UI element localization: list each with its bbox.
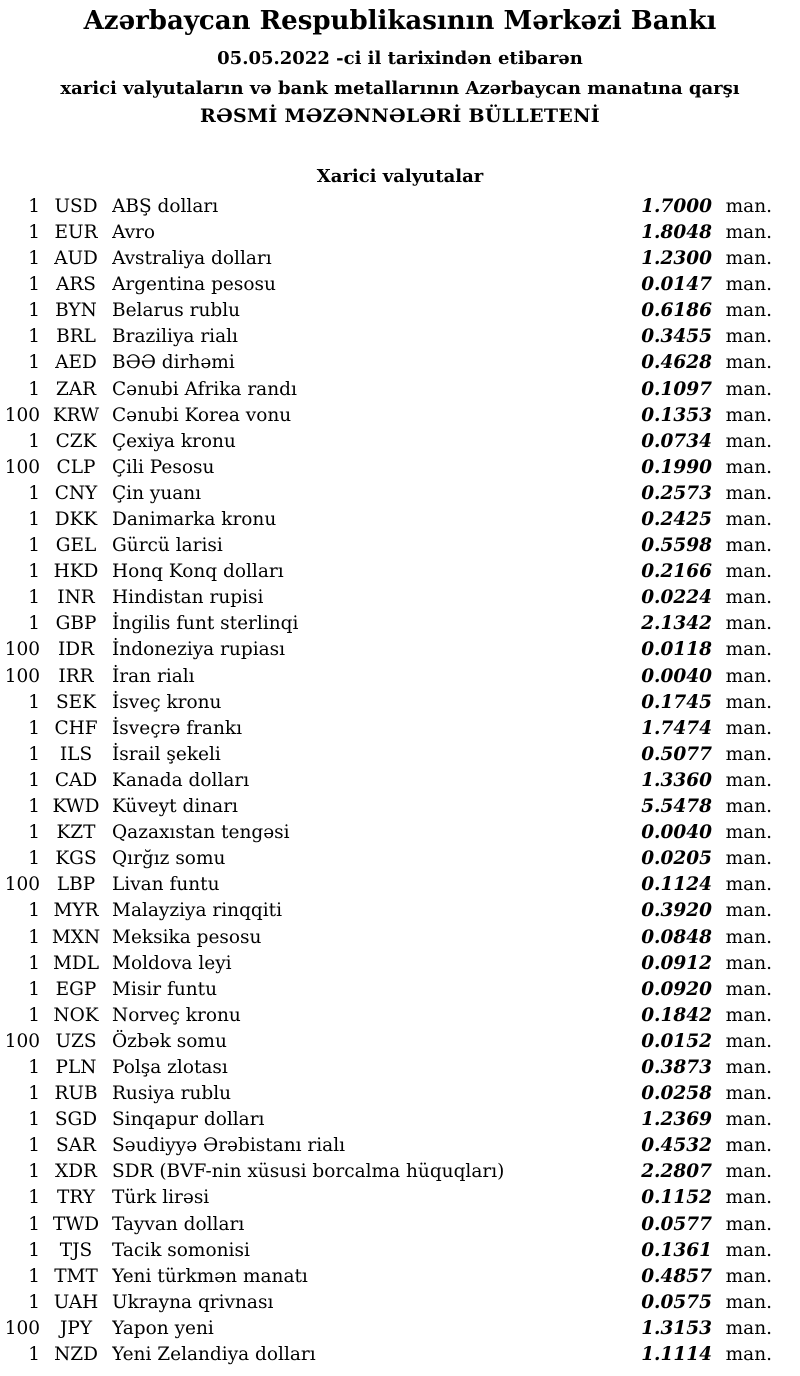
quantity-cell: 1 bbox=[28, 300, 40, 322]
rate-row bbox=[2, 246, 772, 272]
rate-row bbox=[2, 220, 772, 246]
rate-row bbox=[2, 507, 772, 533]
rate-row bbox=[2, 1264, 772, 1290]
quantity-cell: 1 bbox=[28, 1344, 40, 1366]
currency-name-cell: Gürcü larisi bbox=[112, 535, 223, 557]
currency-name-cell: Misir funtu bbox=[112, 978, 218, 1000]
rate-row bbox=[2, 533, 772, 559]
rate-value-cell: 0.0040 bbox=[641, 665, 712, 687]
currency-code-cell: ILS bbox=[59, 743, 93, 765]
rate-row bbox=[2, 768, 772, 794]
currency-code-cell: RUB bbox=[54, 1083, 98, 1105]
currency-code-cell: JPY bbox=[59, 1317, 93, 1339]
currency-name-cell: İngilis funt sterlinqi bbox=[112, 613, 299, 635]
currency-name-cell: ABŞ dolları bbox=[112, 195, 219, 217]
quantity-cell: 100 bbox=[4, 456, 40, 478]
currency-code-cell: KGS bbox=[55, 848, 97, 870]
currency-code-cell: UAH bbox=[53, 1291, 99, 1313]
document-header bbox=[0, 0, 800, 127]
document-subtitle: xarici valyutaların və bank metallarının Azərbaycan manatına qarşı bbox=[60, 77, 740, 99]
currency-name-cell: Polşa zlotası bbox=[112, 1056, 228, 1078]
unit-cell: man. bbox=[725, 248, 772, 270]
rate-value-cell: 1.8048 bbox=[641, 221, 712, 243]
currency-code-cell: GBP bbox=[55, 613, 97, 635]
currency-name-cell: Rusiya rublu bbox=[112, 1083, 232, 1105]
rate-value-cell: 5.5478 bbox=[641, 796, 712, 818]
quantity-cell: 1 bbox=[28, 1187, 40, 1209]
unit-cell: man. bbox=[725, 769, 772, 791]
quantity-cell: 1 bbox=[28, 587, 40, 609]
currency-name-cell: Kanada dolları bbox=[112, 769, 250, 791]
unit-cell: man. bbox=[725, 848, 772, 870]
rate-value-cell: 2.2807 bbox=[641, 1161, 712, 1183]
currency-code-cell: AUD bbox=[54, 248, 98, 270]
rate-row bbox=[2, 1107, 772, 1133]
unit-cell: man. bbox=[725, 1135, 772, 1157]
currency-name-cell: Cənubi Afrika randı bbox=[112, 378, 297, 400]
currency-name-cell: Yapon yeni bbox=[112, 1317, 214, 1339]
currency-name-cell: Yeni Zelandiya dolları bbox=[112, 1344, 316, 1366]
rate-value-cell: 0.5598 bbox=[641, 535, 712, 557]
rate-row bbox=[2, 455, 772, 481]
rate-value-cell: 0.2425 bbox=[641, 509, 712, 531]
rate-row bbox=[2, 925, 772, 951]
currency-code-cell: SGD bbox=[54, 1109, 98, 1131]
currency-code-cell: SEK bbox=[56, 691, 96, 713]
rates-list bbox=[0, 194, 800, 1368]
quantity-cell: 100 bbox=[4, 639, 40, 661]
currency-code-cell: GEL bbox=[55, 535, 97, 557]
currency-name-cell: Avro bbox=[112, 221, 156, 243]
quantity-cell: 1 bbox=[28, 195, 40, 217]
currency-code-cell: HKD bbox=[53, 561, 99, 583]
currency-name-cell: İsrail şekeli bbox=[112, 743, 221, 765]
unit-cell: man. bbox=[725, 691, 772, 713]
currency-name-cell: Malayziya rinqqiti bbox=[112, 900, 283, 922]
currency-code-cell: LBP bbox=[56, 874, 96, 896]
quantity-cell: 1 bbox=[28, 978, 40, 1000]
rate-value-cell: 0.1990 bbox=[641, 456, 712, 478]
rate-row bbox=[2, 1316, 772, 1342]
unit-cell: man. bbox=[725, 456, 772, 478]
rate-value-cell: 0.4532 bbox=[641, 1135, 712, 1157]
rate-value-cell: 0.0920 bbox=[641, 978, 712, 1000]
rate-row bbox=[2, 1029, 772, 1055]
currency-name-cell: Honq Konq dolları bbox=[112, 561, 284, 583]
currency-name-cell: Tayvan dolları bbox=[112, 1213, 245, 1235]
currency-code-cell: CHF bbox=[54, 717, 98, 739]
currency-name-cell: Hindistan rupisi bbox=[112, 587, 264, 609]
currency-name-cell: Braziliya rialı bbox=[112, 326, 238, 348]
rate-row bbox=[2, 324, 772, 350]
currency-code-cell: BRL bbox=[56, 326, 96, 348]
quantity-cell: 100 bbox=[4, 874, 40, 896]
quantity-cell: 1 bbox=[28, 952, 40, 974]
rate-value-cell: 0.1361 bbox=[641, 1239, 712, 1261]
rate-value-cell: 0.1124 bbox=[641, 874, 712, 896]
rate-value-cell: 0.0734 bbox=[641, 430, 712, 452]
currency-name-cell: Küveyt dinarı bbox=[112, 796, 238, 818]
unit-cell: man. bbox=[725, 1004, 772, 1026]
currency-code-cell: MYR bbox=[53, 900, 99, 922]
quantity-cell: 1 bbox=[28, 1083, 40, 1105]
unit-cell: man. bbox=[725, 874, 772, 896]
unit-cell: man. bbox=[725, 1317, 772, 1339]
rate-row bbox=[2, 716, 772, 742]
currency-name-cell: Livan funtu bbox=[112, 874, 220, 896]
rate-row bbox=[2, 1055, 772, 1081]
unit-cell: man. bbox=[725, 1291, 772, 1313]
currency-code-cell: KZT bbox=[56, 822, 96, 844]
currency-code-cell: TWD bbox=[52, 1213, 100, 1235]
currency-code-cell: BYN bbox=[55, 300, 97, 322]
currency-code-cell: CLP bbox=[56, 456, 96, 478]
rate-value-cell: 1.2369 bbox=[641, 1109, 712, 1131]
quantity-cell: 1 bbox=[28, 1291, 40, 1313]
quantity-cell: 100 bbox=[4, 1317, 40, 1339]
quantity-cell: 1 bbox=[28, 1109, 40, 1131]
currency-name-cell: Çin yuanı bbox=[112, 482, 202, 504]
currency-name-cell: Çili Pesosu bbox=[112, 456, 215, 478]
quantity-cell: 1 bbox=[28, 796, 40, 818]
rate-row bbox=[2, 429, 772, 455]
currency-name-cell: Çexiya kronu bbox=[112, 430, 236, 452]
currency-code-cell: ZAR bbox=[55, 378, 97, 400]
quantity-cell: 1 bbox=[28, 378, 40, 400]
unit-cell: man. bbox=[725, 1109, 772, 1131]
quantity-cell: 1 bbox=[28, 691, 40, 713]
quantity-cell: 100 bbox=[4, 665, 40, 687]
currency-code-cell: DKK bbox=[54, 509, 98, 531]
currency-name-cell: Qazaxıstan tengəsi bbox=[112, 822, 290, 844]
currency-name-cell: Avstraliya dolları bbox=[112, 248, 272, 270]
currency-name-cell: Argentina pesosu bbox=[112, 274, 276, 296]
quantity-cell: 100 bbox=[4, 404, 40, 426]
rate-value-cell: 0.3455 bbox=[641, 326, 712, 348]
rate-row bbox=[2, 690, 772, 716]
rate-row bbox=[2, 272, 772, 298]
rate-row bbox=[2, 611, 772, 637]
rate-row bbox=[2, 403, 772, 429]
unit-cell: man. bbox=[725, 274, 772, 296]
rate-value-cell: 0.0040 bbox=[641, 822, 712, 844]
currency-code-cell: INR bbox=[57, 587, 95, 609]
currency-code-cell: IDR bbox=[57, 639, 95, 661]
currency-code-cell: CNY bbox=[54, 482, 98, 504]
unit-cell: man. bbox=[725, 1213, 772, 1235]
quantity-cell: 1 bbox=[28, 430, 40, 452]
quantity-cell: 1 bbox=[28, 926, 40, 948]
rate-row bbox=[2, 481, 772, 507]
rate-value-cell: 0.6186 bbox=[641, 300, 712, 322]
currency-name-cell: Sinqapur dolları bbox=[112, 1109, 265, 1131]
currency-name-cell: Yeni türkmən manatı bbox=[112, 1265, 308, 1287]
currency-name-cell: Meksika pesosu bbox=[112, 926, 262, 948]
currency-name-cell: Səudiyyə Ərəbistanı rialı bbox=[112, 1135, 346, 1157]
unit-cell: man. bbox=[725, 1030, 772, 1052]
quantity-cell: 1 bbox=[28, 717, 40, 739]
currency-code-cell: USD bbox=[54, 195, 98, 217]
quantity-cell: 1 bbox=[28, 221, 40, 243]
unit-cell: man. bbox=[725, 978, 772, 1000]
rate-row bbox=[2, 1159, 772, 1185]
rate-row bbox=[2, 350, 772, 376]
rate-row bbox=[2, 1003, 772, 1029]
section-title-foreign-currencies: Xarici valyutalar bbox=[316, 165, 484, 187]
unit-cell: man. bbox=[725, 717, 772, 739]
rate-value-cell: 2.1342 bbox=[641, 613, 712, 635]
currency-name-cell: İsveç kronu bbox=[112, 691, 222, 713]
rate-row bbox=[2, 898, 772, 924]
rate-row bbox=[2, 742, 772, 768]
unit-cell: man. bbox=[725, 743, 772, 765]
quantity-cell: 1 bbox=[28, 326, 40, 348]
quantity-cell: 1 bbox=[28, 822, 40, 844]
unit-cell: man. bbox=[725, 535, 772, 557]
currency-name-cell: Qırğız somu bbox=[112, 848, 226, 870]
rate-row bbox=[2, 664, 772, 690]
rate-row bbox=[2, 1133, 772, 1159]
currency-code-cell: EUR bbox=[54, 221, 98, 243]
rate-row bbox=[2, 820, 772, 846]
currency-code-cell: EGP bbox=[55, 978, 97, 1000]
unit-cell: man. bbox=[725, 482, 772, 504]
rate-value-cell: 0.4628 bbox=[641, 352, 712, 374]
effective-date-line: 05.05.2022 -ci il tarixindən etibarən bbox=[217, 47, 583, 69]
currency-code-cell: MXN bbox=[51, 926, 101, 948]
quantity-cell: 1 bbox=[28, 509, 40, 531]
unit-cell: man. bbox=[725, 952, 772, 974]
quantity-cell: 1 bbox=[28, 1004, 40, 1026]
rate-value-cell: 0.1842 bbox=[641, 1004, 712, 1026]
currency-code-cell: CAD bbox=[54, 769, 98, 791]
quantity-cell: 1 bbox=[28, 248, 40, 270]
currency-code-cell: TJS bbox=[59, 1239, 93, 1261]
currency-code-cell: MDL bbox=[52, 952, 100, 974]
rate-value-cell: 1.2300 bbox=[641, 248, 712, 270]
rate-row bbox=[2, 585, 772, 611]
unit-cell: man. bbox=[725, 300, 772, 322]
rate-row bbox=[2, 1185, 772, 1211]
unit-cell: man. bbox=[725, 639, 772, 661]
currency-name-cell: Moldova leyi bbox=[112, 952, 232, 974]
rate-value-cell: 0.0224 bbox=[641, 587, 712, 609]
rate-value-cell: 1.1114 bbox=[641, 1344, 712, 1366]
rate-value-cell: 0.3873 bbox=[641, 1056, 712, 1078]
rate-value-cell: 1.7474 bbox=[641, 717, 712, 739]
quantity-cell: 1 bbox=[28, 769, 40, 791]
unit-cell: man. bbox=[725, 613, 772, 635]
currency-code-cell: KRW bbox=[52, 404, 100, 426]
quantity-cell: 100 bbox=[4, 1030, 40, 1052]
rate-row bbox=[2, 194, 772, 220]
currency-name-cell: Danimarka kronu bbox=[112, 509, 277, 531]
currency-name-cell: BƏƏ dirhəmi bbox=[112, 352, 235, 374]
quantity-cell: 1 bbox=[28, 1056, 40, 1078]
quantity-cell: 1 bbox=[28, 1161, 40, 1183]
rate-row bbox=[2, 298, 772, 324]
rate-row bbox=[2, 872, 772, 898]
currency-name-cell: Norveç kronu bbox=[112, 1004, 241, 1026]
unit-cell: man. bbox=[725, 1265, 772, 1287]
rate-value-cell: 0.5077 bbox=[641, 743, 712, 765]
unit-cell: man. bbox=[725, 665, 772, 687]
currency-name-cell: Ukrayna qrivnası bbox=[112, 1291, 274, 1313]
rate-row bbox=[2, 1238, 772, 1264]
rate-row bbox=[2, 951, 772, 977]
unit-cell: man. bbox=[725, 561, 772, 583]
rate-row bbox=[2, 559, 772, 585]
rate-value-cell: 0.1152 bbox=[641, 1187, 712, 1209]
rate-row bbox=[2, 1342, 772, 1368]
currency-name-cell: İsveçrə frankı bbox=[112, 717, 242, 739]
rate-value-cell: 0.1353 bbox=[641, 404, 712, 426]
currency-code-cell: PLN bbox=[55, 1056, 97, 1078]
quantity-cell: 1 bbox=[28, 535, 40, 557]
unit-cell: man. bbox=[725, 352, 772, 374]
quantity-cell: 1 bbox=[28, 561, 40, 583]
rate-value-cell: 0.0147 bbox=[641, 274, 712, 296]
currency-name-cell: SDR (BVF-nin xüsusi borcalma hüquqları) bbox=[112, 1161, 505, 1183]
currency-code-cell: KWD bbox=[52, 796, 100, 818]
rate-row bbox=[2, 1290, 772, 1316]
rate-value-cell: 0.1745 bbox=[641, 691, 712, 713]
rate-value-cell: 0.2573 bbox=[641, 482, 712, 504]
unit-cell: man. bbox=[725, 1344, 772, 1366]
unit-cell: man. bbox=[725, 195, 772, 217]
currency-code-cell: UZS bbox=[55, 1030, 97, 1052]
currency-code-cell: SAR bbox=[56, 1135, 96, 1157]
rate-value-cell: 0.0912 bbox=[641, 952, 712, 974]
currency-name-cell: Özbək somu bbox=[112, 1030, 227, 1052]
currency-code-cell: TRY bbox=[57, 1187, 95, 1209]
rate-value-cell: 0.0118 bbox=[641, 639, 712, 661]
rate-value-cell: 0.1097 bbox=[641, 378, 712, 400]
rate-row bbox=[2, 637, 772, 663]
rate-row bbox=[2, 977, 772, 1003]
quantity-cell: 1 bbox=[28, 743, 40, 765]
rate-row bbox=[2, 846, 772, 872]
rate-value-cell: 0.0848 bbox=[641, 926, 712, 948]
currency-name-cell: Cənubi Korea vonu bbox=[112, 404, 292, 426]
rate-value-cell: 0.0152 bbox=[641, 1030, 712, 1052]
rate-value-cell: 0.0577 bbox=[641, 1213, 712, 1235]
quantity-cell: 1 bbox=[28, 1135, 40, 1157]
currency-code-cell: XDR bbox=[55, 1161, 97, 1183]
quantity-cell: 1 bbox=[28, 274, 40, 296]
rate-row bbox=[2, 377, 772, 403]
unit-cell: man. bbox=[725, 221, 772, 243]
quantity-cell: 1 bbox=[28, 1239, 40, 1261]
currency-name-cell: Belarus rublu bbox=[112, 300, 241, 322]
unit-cell: man. bbox=[725, 430, 772, 452]
unit-cell: man. bbox=[725, 1161, 772, 1183]
bank-title: Azərbaycan Respublikasının Mərkəzi Bankı bbox=[83, 6, 717, 36]
currency-code-cell: CZK bbox=[55, 430, 97, 452]
quantity-cell: 1 bbox=[28, 613, 40, 635]
quantity-cell: 1 bbox=[28, 482, 40, 504]
currency-code-cell: AED bbox=[55, 352, 97, 374]
rate-value-cell: 0.4857 bbox=[641, 1265, 712, 1287]
rate-row bbox=[2, 794, 772, 820]
rate-value-cell: 1.3360 bbox=[641, 769, 712, 791]
rate-row bbox=[2, 1081, 772, 1107]
currency-name-cell: Türk lirəsi bbox=[112, 1187, 210, 1209]
currency-code-cell: TMT bbox=[54, 1265, 98, 1287]
rate-row bbox=[2, 1212, 772, 1238]
quantity-cell: 1 bbox=[28, 352, 40, 374]
currency-name-cell: İran rialı bbox=[112, 665, 195, 687]
unit-cell: man. bbox=[725, 1083, 772, 1105]
currency-code-cell: NZD bbox=[54, 1344, 98, 1366]
bulletin-title: RƏSMİ MƏZƏNNƏLƏRİ BÜLLETENİ bbox=[200, 104, 600, 127]
quantity-cell: 1 bbox=[28, 1213, 40, 1235]
unit-cell: man. bbox=[725, 509, 772, 531]
currency-code-cell: IRR bbox=[58, 665, 94, 687]
quantity-cell: 1 bbox=[28, 900, 40, 922]
currency-code-cell: ARS bbox=[56, 274, 96, 296]
rate-value-cell: 0.2166 bbox=[641, 561, 712, 583]
unit-cell: man. bbox=[725, 796, 772, 818]
unit-cell: man. bbox=[725, 822, 772, 844]
rate-value-cell: 0.0575 bbox=[641, 1291, 712, 1313]
rate-value-cell: 1.3153 bbox=[641, 1317, 712, 1339]
unit-cell: man. bbox=[725, 404, 772, 426]
unit-cell: man. bbox=[725, 926, 772, 948]
unit-cell: man. bbox=[725, 900, 772, 922]
quantity-cell: 1 bbox=[28, 848, 40, 870]
rate-value-cell: 0.3920 bbox=[641, 900, 712, 922]
currency-name-cell: İndoneziya rupiası bbox=[112, 639, 286, 661]
unit-cell: man. bbox=[725, 1187, 772, 1209]
currency-code-cell: NOK bbox=[53, 1004, 99, 1026]
rate-value-cell: 0.0205 bbox=[641, 848, 712, 870]
rate-value-cell: 0.0258 bbox=[641, 1083, 712, 1105]
rate-value-cell: 1.7000 bbox=[641, 195, 712, 217]
unit-cell: man. bbox=[725, 1239, 772, 1261]
unit-cell: man. bbox=[725, 378, 772, 400]
currency-name-cell: Tacik somonisi bbox=[112, 1239, 250, 1261]
unit-cell: man. bbox=[725, 1056, 772, 1078]
quantity-cell: 1 bbox=[28, 1265, 40, 1287]
unit-cell: man. bbox=[725, 326, 772, 348]
unit-cell: man. bbox=[725, 587, 772, 609]
